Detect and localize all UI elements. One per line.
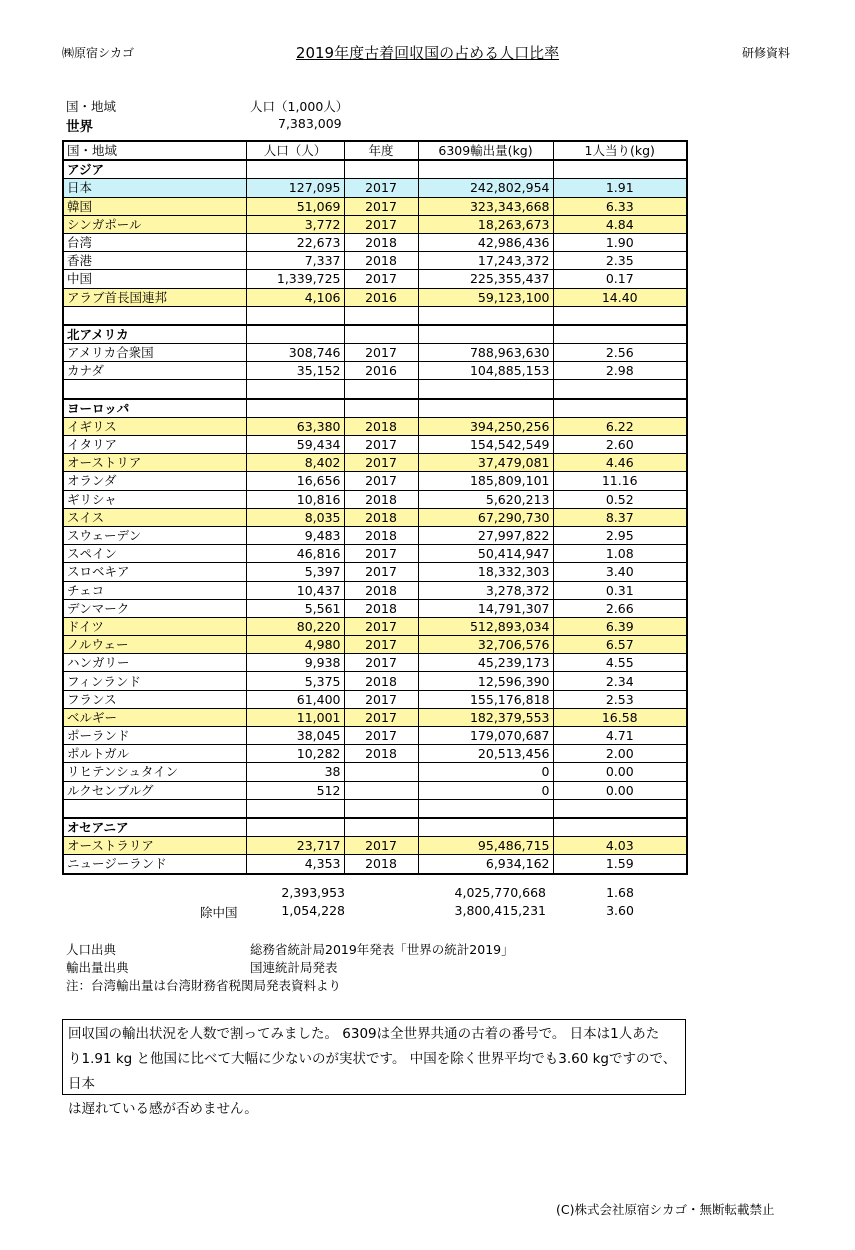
country-name: 日本 — [63, 179, 246, 197]
country-name: ハンガリー — [63, 654, 246, 672]
country-name: ニュージーランド — [63, 855, 246, 874]
empty-cell — [553, 799, 687, 818]
per-capita-cell: 6.39 — [553, 617, 687, 635]
country-name: オーストラリア — [63, 837, 246, 855]
year-cell: 2018 — [344, 490, 418, 508]
population-cell: 5,561 — [246, 599, 344, 617]
empty-cell — [344, 818, 418, 837]
table-header-row — [63, 141, 687, 160]
ex-china-label: 除中国 — [200, 905, 238, 920]
population-cell: 9,938 — [246, 654, 344, 672]
empty-cell — [246, 818, 344, 837]
header-export: 6309輸出量(kg) — [418, 141, 553, 160]
per-capita-cell: 4.84 — [553, 215, 687, 233]
population-source-value: 総務省統計局2019年発表「世界の統計2019」 — [250, 942, 514, 957]
country-name: フィンランド — [63, 672, 246, 690]
export-cell: 45,239,173 — [418, 654, 553, 672]
empty-cell — [344, 380, 418, 399]
country-name: ポーランド — [63, 727, 246, 745]
population-cell: 10,282 — [246, 745, 344, 763]
year-cell: 2018 — [344, 855, 418, 874]
country-name: ルクセンブルグ — [63, 781, 246, 799]
export-cell: 5,620,213 — [418, 490, 553, 508]
empty-cell — [246, 160, 344, 179]
table-row — [63, 417, 687, 435]
country-name: アメリカ合衆国 — [63, 344, 246, 362]
table-row — [63, 545, 687, 563]
table-row — [63, 581, 687, 599]
export-table-body — [63, 141, 687, 874]
country-name: チェコ — [63, 581, 246, 599]
empty-cell — [553, 306, 687, 325]
country-name: 韓国 — [63, 197, 246, 215]
country-name: シンガポール — [63, 215, 246, 233]
export-cell: 512,893,034 — [418, 617, 553, 635]
table-row — [63, 654, 687, 672]
empty-cell — [344, 799, 418, 818]
year-cell: 2017 — [344, 270, 418, 288]
population-cell: 11,001 — [246, 708, 344, 726]
year-cell: 2018 — [344, 745, 418, 763]
export-cell: 37,479,081 — [418, 454, 553, 472]
export-cell: 20,513,456 — [418, 745, 553, 763]
population-cell: 61,400 — [246, 690, 344, 708]
per-capita-cell: 4.71 — [553, 727, 687, 745]
year-cell: 2017 — [344, 472, 418, 490]
ex-china-population: 1,054,228 — [281, 903, 345, 918]
population-source-label: 人口出典 — [66, 942, 117, 957]
per-capita-cell: 0.17 — [553, 270, 687, 288]
export-cell: 182,379,553 — [418, 708, 553, 726]
export-cell: 0 — [418, 763, 553, 781]
table-row — [63, 472, 687, 490]
population-cell: 51,069 — [246, 197, 344, 215]
comment-line-1: 回収国の輸出状況を人数で割ってみました。 6309は全世界共通の古着の番号で。 日本は1人あた — [68, 1026, 660, 1042]
population-cell: 38,045 — [246, 727, 344, 745]
population-cell: 10,816 — [246, 490, 344, 508]
table-row — [63, 508, 687, 526]
table-row — [63, 727, 687, 745]
per-capita-cell: 2.00 — [553, 745, 687, 763]
page-title: 2019年度古着回収国の占める人口比率 — [295, 44, 560, 62]
table-row — [63, 708, 687, 726]
header-year: 年度 — [344, 141, 418, 160]
year-cell: 2017 — [344, 563, 418, 581]
export-cell: 12,596,390 — [418, 672, 553, 690]
export-cell: 394,250,256 — [418, 417, 553, 435]
population-cell: 22,673 — [246, 233, 344, 251]
per-capita-cell: 2.56 — [553, 344, 687, 362]
table-row — [63, 288, 687, 306]
table-row — [63, 855, 687, 874]
export-cell: 14,791,307 — [418, 599, 553, 617]
population-cell: 3,772 — [246, 215, 344, 233]
empty-cell — [553, 325, 687, 344]
empty-cell — [418, 160, 553, 179]
export-cell: 67,290,730 — [418, 508, 553, 526]
empty-cell — [63, 380, 246, 399]
export-cell: 59,123,100 — [418, 288, 553, 306]
year-cell: 2018 — [344, 672, 418, 690]
export-cell: 6,934,162 — [418, 855, 553, 874]
export-cell: 0 — [418, 781, 553, 799]
per-capita-cell: 4.03 — [553, 837, 687, 855]
year-cell: 2017 — [344, 636, 418, 654]
ex-china-export: 3,800,415,231 — [454, 903, 546, 918]
export-cell: 42,986,436 — [418, 233, 553, 251]
population-cell: 5,397 — [246, 563, 344, 581]
year-cell: 2017 — [344, 654, 418, 672]
empty-cell — [553, 818, 687, 837]
year-cell: 2017 — [344, 197, 418, 215]
export-source-value: 国連統計局発表 — [250, 960, 338, 975]
export-cell: 154,542,549 — [418, 436, 553, 454]
per-capita-cell: 16.58 — [553, 708, 687, 726]
table-row — [63, 344, 687, 362]
empty-cell — [63, 306, 246, 325]
per-capita-cell: 0.00 — [553, 763, 687, 781]
table-row — [63, 179, 687, 197]
table-row — [63, 526, 687, 544]
empty-cell — [246, 380, 344, 399]
country-name: ポルトガル — [63, 745, 246, 763]
region-row — [63, 818, 687, 837]
comment-line-3: は遅れている感が否めません。 — [68, 1101, 258, 1117]
spacer-row — [63, 380, 687, 399]
country-name: イタリア — [63, 436, 246, 454]
comment-box — [62, 1019, 686, 1117]
export-cell: 27,997,822 — [418, 526, 553, 544]
table-row — [63, 599, 687, 617]
header-population: 人口（人） — [246, 141, 344, 160]
table-row — [63, 636, 687, 654]
per-capita-cell: 1.90 — [553, 233, 687, 251]
population-cell: 59,434 — [246, 436, 344, 454]
table-row — [63, 490, 687, 508]
year-cell: 2016 — [344, 288, 418, 306]
year-cell: 2018 — [344, 233, 418, 251]
population-cell: 5,375 — [246, 672, 344, 690]
empty-cell — [344, 325, 418, 344]
total-export: 4,025,770,668 — [454, 885, 546, 900]
header-per-capita: 1人当り(kg) — [553, 141, 687, 160]
empty-cell — [418, 818, 553, 837]
population-cell: 23,717 — [246, 837, 344, 855]
country-name: スロベキア — [63, 563, 246, 581]
empty-cell — [344, 160, 418, 179]
world-population: 7,383,009 — [278, 116, 342, 131]
year-cell: 2018 — [344, 599, 418, 617]
per-capita-cell: 1.59 — [553, 855, 687, 874]
per-capita-cell: 8.37 — [553, 508, 687, 526]
table-row — [63, 233, 687, 251]
per-capita-cell: 0.52 — [553, 490, 687, 508]
population-cell: 7,337 — [246, 252, 344, 270]
year-cell: 2018 — [344, 508, 418, 526]
population-cell: 8,402 — [246, 454, 344, 472]
empty-cell — [246, 799, 344, 818]
total-per-capita: 1.68 — [606, 885, 634, 900]
comment-line-2: り1.91 kg と他国に比べて大幅に少ないのが実状です。 中国を除く世界平均でも3.60 kgですので、日本 — [68, 1051, 677, 1092]
per-capita-cell: 1.08 — [553, 545, 687, 563]
empty-cell — [418, 399, 553, 418]
spacer-row — [63, 799, 687, 818]
export-cell: 50,414,947 — [418, 545, 553, 563]
document-type: 研修資料 — [742, 46, 791, 60]
region-name: ヨーロッパ — [63, 399, 246, 418]
country-name: ドイツ — [63, 617, 246, 635]
region-name: 北アメリカ — [63, 325, 246, 344]
export-cell: 104,885,153 — [418, 362, 553, 380]
population-cell: 80,220 — [246, 617, 344, 635]
company-name: ㈱原宿シカゴ — [62, 46, 135, 60]
per-capita-cell: 6.22 — [553, 417, 687, 435]
population-cell: 1,339,725 — [246, 270, 344, 288]
country-name: 香港 — [63, 252, 246, 270]
export-source-label: 輸出量出典 — [66, 960, 129, 975]
population-cell: 127,095 — [246, 179, 344, 197]
table-row — [63, 252, 687, 270]
population-cell: 10,437 — [246, 581, 344, 599]
table-row — [63, 215, 687, 233]
table-row — [63, 270, 687, 288]
population-cell: 16,656 — [246, 472, 344, 490]
year-cell: 2017 — [344, 708, 418, 726]
per-capita-cell: 1.91 — [553, 179, 687, 197]
ex-china-per-capita: 3.60 — [606, 903, 634, 918]
export-cell: 18,263,673 — [418, 215, 553, 233]
year-cell: 2017 — [344, 215, 418, 233]
table-row — [63, 763, 687, 781]
world-name: 世界 — [66, 119, 93, 135]
export-cell: 242,802,954 — [418, 179, 553, 197]
table-row — [63, 362, 687, 380]
population-cell: 308,746 — [246, 344, 344, 362]
year-cell: 2017 — [344, 727, 418, 745]
table-row — [63, 745, 687, 763]
year-cell: 2017 — [344, 617, 418, 635]
taiwan-note: 注：台湾輸出量は台湾財務省税関局発表資料より — [66, 978, 342, 993]
region-row — [63, 399, 687, 418]
per-capita-cell: 2.34 — [553, 672, 687, 690]
empty-cell — [246, 399, 344, 418]
empty-cell — [63, 799, 246, 818]
per-capita-cell: 6.57 — [553, 636, 687, 654]
year-cell: 2018 — [344, 252, 418, 270]
world-region-label: 国・地域 — [66, 99, 117, 114]
per-capita-cell: 4.55 — [553, 654, 687, 672]
year-cell: 2017 — [344, 454, 418, 472]
year-cell — [344, 781, 418, 799]
empty-cell — [344, 399, 418, 418]
country-name: スペイン — [63, 545, 246, 563]
country-name: ベルギー — [63, 708, 246, 726]
empty-cell — [418, 306, 553, 325]
table-row — [63, 672, 687, 690]
country-name: スウェーデン — [63, 526, 246, 544]
table-row — [63, 837, 687, 855]
per-capita-cell: 14.40 — [553, 288, 687, 306]
population-cell: 4,353 — [246, 855, 344, 874]
year-cell: 2017 — [344, 179, 418, 197]
region-name: アジア — [63, 160, 246, 179]
export-cell: 225,355,437 — [418, 270, 553, 288]
per-capita-cell: 11.16 — [553, 472, 687, 490]
empty-cell — [418, 325, 553, 344]
population-cell: 38 — [246, 763, 344, 781]
population-cell: 9,483 — [246, 526, 344, 544]
region-row — [63, 160, 687, 179]
export-cell: 32,706,576 — [418, 636, 553, 654]
per-capita-cell: 3.40 — [553, 563, 687, 581]
country-name: カナダ — [63, 362, 246, 380]
population-cell: 46,816 — [246, 545, 344, 563]
country-name: イギリス — [63, 417, 246, 435]
export-table — [62, 140, 688, 875]
population-cell: 8,035 — [246, 508, 344, 526]
per-capita-cell: 2.95 — [553, 526, 687, 544]
country-name: 台湾 — [63, 233, 246, 251]
year-cell: 2018 — [344, 526, 418, 544]
country-name: オーストリア — [63, 454, 246, 472]
per-capita-cell: 2.60 — [553, 436, 687, 454]
spacer-row — [63, 306, 687, 325]
empty-cell — [418, 799, 553, 818]
year-cell: 2017 — [344, 344, 418, 362]
year-cell: 2017 — [344, 436, 418, 454]
country-name: フランス — [63, 690, 246, 708]
population-cell: 63,380 — [246, 417, 344, 435]
empty-cell — [246, 306, 344, 325]
region-name: オセアニア — [63, 818, 246, 837]
per-capita-cell: 2.53 — [553, 690, 687, 708]
table-row — [63, 690, 687, 708]
year-cell: 2017 — [344, 690, 418, 708]
empty-cell — [553, 380, 687, 399]
empty-cell — [246, 325, 344, 344]
table-row — [63, 197, 687, 215]
country-name: 中国 — [63, 270, 246, 288]
country-name: ギリシャ — [63, 490, 246, 508]
export-cell: 17,243,372 — [418, 252, 553, 270]
empty-cell — [553, 160, 687, 179]
country-name: ノルウェー — [63, 636, 246, 654]
country-name: アラブ首長国連邦 — [63, 288, 246, 306]
population-cell: 4,980 — [246, 636, 344, 654]
year-cell: 2016 — [344, 362, 418, 380]
year-cell: 2018 — [344, 417, 418, 435]
export-cell: 323,343,668 — [418, 197, 553, 215]
per-capita-cell: 0.31 — [553, 581, 687, 599]
population-cell: 512 — [246, 781, 344, 799]
table-row — [63, 436, 687, 454]
table-row — [63, 781, 687, 799]
world-population-label: 人口（1,000人） — [250, 99, 349, 114]
country-name: デンマーク — [63, 599, 246, 617]
year-cell: 2017 — [344, 837, 418, 855]
export-cell: 95,486,715 — [418, 837, 553, 855]
per-capita-cell: 4.46 — [553, 454, 687, 472]
export-cell: 3,278,372 — [418, 581, 553, 599]
population-cell: 35,152 — [246, 362, 344, 380]
year-cell: 2017 — [344, 545, 418, 563]
copyright-footer: (C)株式会社原宿シカゴ・無断転載禁止 — [556, 1202, 775, 1217]
empty-cell — [553, 399, 687, 418]
year-cell: 2018 — [344, 581, 418, 599]
table-row — [63, 617, 687, 635]
export-cell: 185,809,101 — [418, 472, 553, 490]
export-cell: 788,963,630 — [418, 344, 553, 362]
export-cell: 179,070,687 — [418, 727, 553, 745]
empty-cell — [418, 380, 553, 399]
year-cell — [344, 763, 418, 781]
per-capita-cell: 2.98 — [553, 362, 687, 380]
population-cell: 4,106 — [246, 288, 344, 306]
table-row — [63, 563, 687, 581]
country-name: リヒテンシュタイン — [63, 763, 246, 781]
total-population: 2,393,953 — [281, 885, 345, 900]
per-capita-cell: 2.35 — [553, 252, 687, 270]
per-capita-cell: 6.33 — [553, 197, 687, 215]
empty-cell — [344, 306, 418, 325]
table-row — [63, 454, 687, 472]
country-name: スイス — [63, 508, 246, 526]
per-capita-cell: 0.00 — [553, 781, 687, 799]
country-name: オランダ — [63, 472, 246, 490]
per-capita-cell: 2.66 — [553, 599, 687, 617]
export-cell: 18,332,303 — [418, 563, 553, 581]
export-cell: 155,176,818 — [418, 690, 553, 708]
header-region: 国・地域 — [63, 141, 246, 160]
region-row — [63, 325, 687, 344]
